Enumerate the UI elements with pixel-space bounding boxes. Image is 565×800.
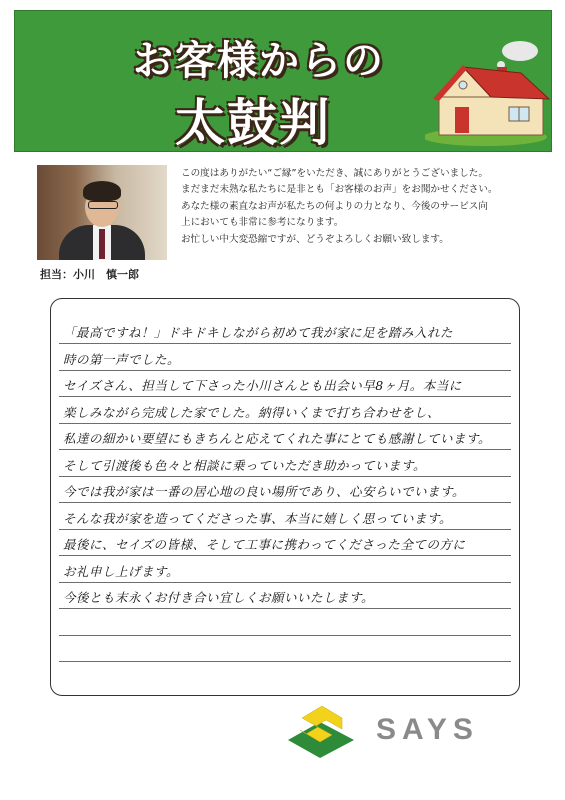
testimonial-line: 最後に、セイズの皆様、そして工事に携わってくださった全ての方に <box>63 537 466 552</box>
staff-photo <box>37 165 167 260</box>
intro-text <box>181 166 551 248</box>
ruled-line <box>59 582 511 583</box>
ruled-line <box>59 343 511 344</box>
page-title-line1: お客様からの <box>133 38 385 84</box>
testimonial-line: お礼申し上げます。 <box>63 564 180 579</box>
says-logo-icon <box>286 700 356 760</box>
page-title-line2: 太鼓判 <box>175 94 331 152</box>
intro-line: 上においても非常に参考になります。 <box>181 217 344 229</box>
testimonial-line: 楽しみながら完成した家でした。納得いくまで打ち合わせをし、 <box>63 405 441 420</box>
ruled-line <box>59 449 511 450</box>
intro-line: まだまだ未熟な私たちに是非とも「お客様のお声」をお聞かせください。 <box>181 184 498 196</box>
ruled-line <box>59 661 511 662</box>
testimonial-line: 私達の細かい要望にもきちんと応えてくれた事にとても感謝しています。 <box>63 431 492 446</box>
testimonial-line: 「最高ですね！」ドキドキしながら初めて我が家に足を踏み入れた <box>63 325 454 340</box>
ruled-line <box>59 423 511 424</box>
intro-line: あなた様の素直なお声が私たちの何よりの力となり、今後のサービス向 <box>181 200 488 212</box>
ruled-line <box>59 370 511 371</box>
ruled-line <box>59 635 511 636</box>
testimonial-line: セイズさん、担当して下さった小川さんとも出会い早8ヶ月。本当に <box>63 378 462 393</box>
ruled-line <box>59 555 511 556</box>
testimonial-line: 時の第一声でした。 <box>63 352 181 367</box>
testimonial-line: そして引渡後も色々と相談に乗っていただき助かっています。 <box>63 458 427 473</box>
ruled-line <box>59 502 511 503</box>
intro-line: この度はありがたい“ご縁”をいただき、誠にありがとうございました。 <box>181 168 488 179</box>
testimonial-line: 今では我が家は一番の居心地の良い場所であり、心安らいでいます。 <box>63 484 466 499</box>
testimonial-line: そんな我が家を造ってくださった事、本当に嬉しく思っています。 <box>63 511 453 526</box>
house-illustration <box>425 37 555 147</box>
says-logo-text: SAYS <box>376 713 479 746</box>
intro-line: お忙しい中大変恐縮ですが、どうぞよろしくお願い致します。 <box>181 233 449 245</box>
ruled-line <box>59 608 511 609</box>
staff-name-label: 担当：小川 慎一郎 <box>40 268 139 281</box>
header-banner <box>14 10 552 152</box>
ruled-line <box>59 529 511 530</box>
testimonial-card <box>50 298 520 696</box>
ruled-line <box>59 476 511 477</box>
testimonial-line: 今後とも末永くお付き合い宜しくお願いいたします。 <box>63 590 375 605</box>
ruled-line <box>59 396 511 397</box>
